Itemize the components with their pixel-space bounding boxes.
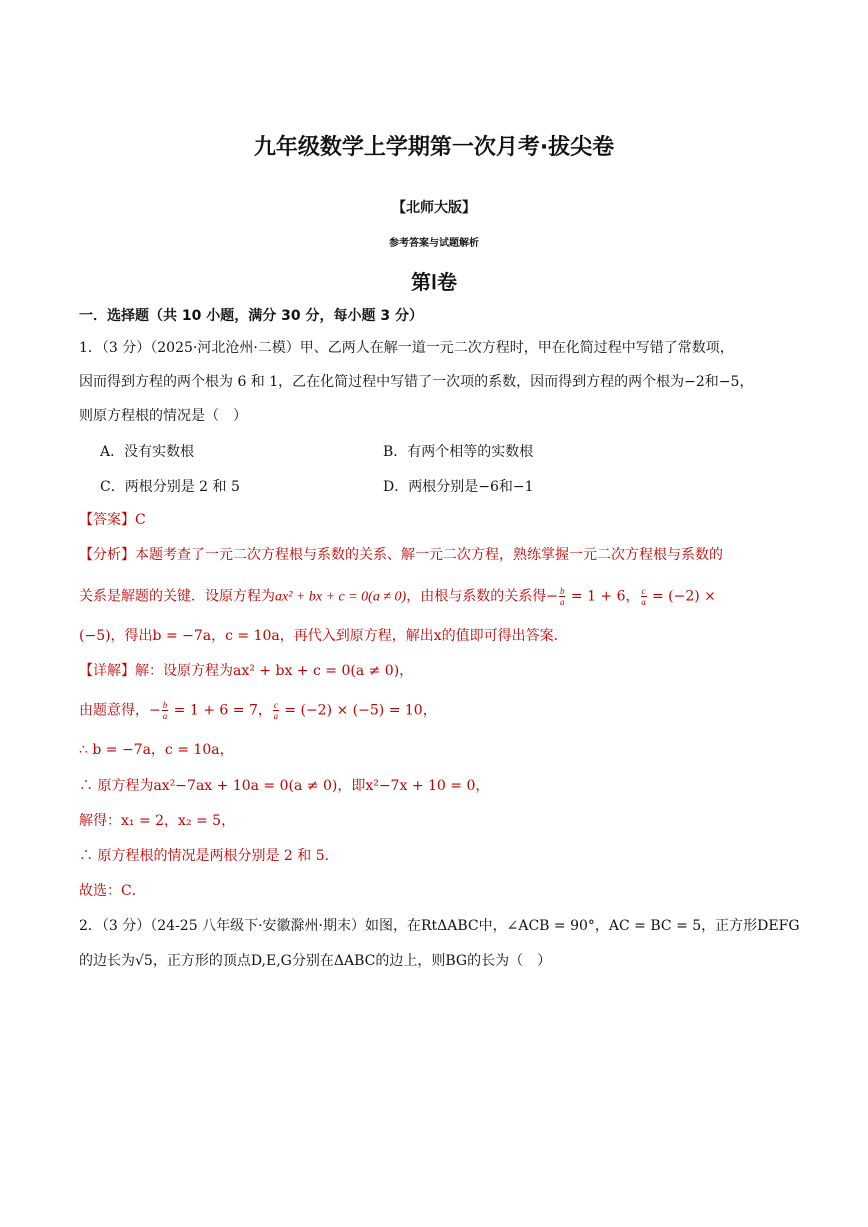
page-title: 九年级数学上学期第一次月考·拔尖卷 <box>253 135 615 160</box>
fraction-c-over-a <box>641 586 647 607</box>
q1-analysis-line2 <box>79 586 716 608</box>
fraction-numerator: b <box>559 586 565 596</box>
q1-detail-line2 <box>79 700 437 721</box>
fraction-denominator: a <box>162 711 168 721</box>
fraction-denominator: a <box>273 711 279 721</box>
subtitle: 参考答案与试题解析 <box>389 238 479 249</box>
equation: ax² + bx + c = 0(a ≠ 0) <box>275 589 407 605</box>
q1-analysis-line1: 【分析】本题考查了一元二次方程根与系数的关系、解一元二次方程，熟练掌握一元二次方程根与系数的 <box>79 547 723 563</box>
q1-option-d: D．两根分别是−6和−1 <box>383 479 534 495</box>
q2-stem-line1: 2．（3 分）（24-25 八年级下·安徽滁州·期末）如图，在RtΔABC中，∠ACB = 90°，AC = BC = 5，正方形DEFG <box>79 918 800 934</box>
fraction-b-over-a <box>162 700 169 721</box>
analysis-text: 关系是解题的关键．设原方程为 <box>79 588 275 605</box>
detail-text: 由题意得，− <box>79 702 161 719</box>
analysis-text: ，由根与系数的关系得− <box>406 588 558 605</box>
q1-detail-line7: 故选：C． <box>79 883 146 899</box>
q1-option-b: B．有两个相等的实数根 <box>383 444 534 460</box>
q1-detail-line1: 【详解】解：设原方程为ax² + bx + c = 0(a ≠ 0)， <box>79 663 414 679</box>
fraction-denominator: a <box>559 597 565 607</box>
fraction-numerator: b <box>162 700 168 710</box>
fraction-c-over-a <box>273 700 279 721</box>
volume-label: 第Ⅰ卷 <box>411 272 457 294</box>
q1-detail-line5: 解得：x₁ = 2，x₂ = 5， <box>79 813 236 829</box>
fraction-denominator: a <box>641 597 646 607</box>
q1-answer: 【答案】C <box>79 512 146 528</box>
analysis-text: = 1 + 6， <box>566 588 640 605</box>
fraction-numerator: c <box>641 586 646 596</box>
section-heading: 一．选择题（共 10 小题，满分 30 分，每小题 3 分） <box>79 308 423 324</box>
q1-option-a: A．没有实数根 <box>100 444 195 460</box>
q1-detail-line3: ∴ b = −7a，c = 10a， <box>79 742 234 758</box>
q1-analysis-line3: (−5)，得出b = −7a，c = 10a，再代入到原方程，解出x的值即可得出答案． <box>79 628 568 644</box>
q1-stem-line2: 因而得到方程的两个根为 6 和 1，乙在化简过程中写错了一次项的系数，因而得到方程的两个根为−2和−5， <box>79 374 754 390</box>
fraction-b-over-a <box>559 586 566 607</box>
fraction-numerator: c <box>273 700 278 710</box>
q1-option-c: C．两根分别是 2 和 5 <box>100 479 240 495</box>
detail-text: = (−2) × (−5) = 10， <box>279 702 437 719</box>
q2-stem-line2: 的边长为√5，正方形的顶点D,E,G分别在ΔABC的边上，则BG的长为（ ） <box>79 953 552 969</box>
q1-stem-line1: 1．（3 分）（2025·河北沧州·二模）甲、乙两人在解一道一元二次方程时，甲在化简过程中写错了常数项， <box>79 340 734 356</box>
detail-text: = 1 + 6 = 7， <box>169 702 272 719</box>
q1-detail-line4: ∴ 原方程为ax²−7ax + 10a = 0(a ≠ 0)，即x²−7x + 10 = 0， <box>79 778 490 794</box>
analysis-text: = (−2) × <box>647 588 716 605</box>
edition-label: 【北师大版】 <box>392 200 476 216</box>
q1-detail-line6: ∴ 原方程根的情况是两根分别是 2 和 5． <box>79 848 339 864</box>
q1-stem-line3: 则原方程根的情况是（ ） <box>79 408 247 424</box>
